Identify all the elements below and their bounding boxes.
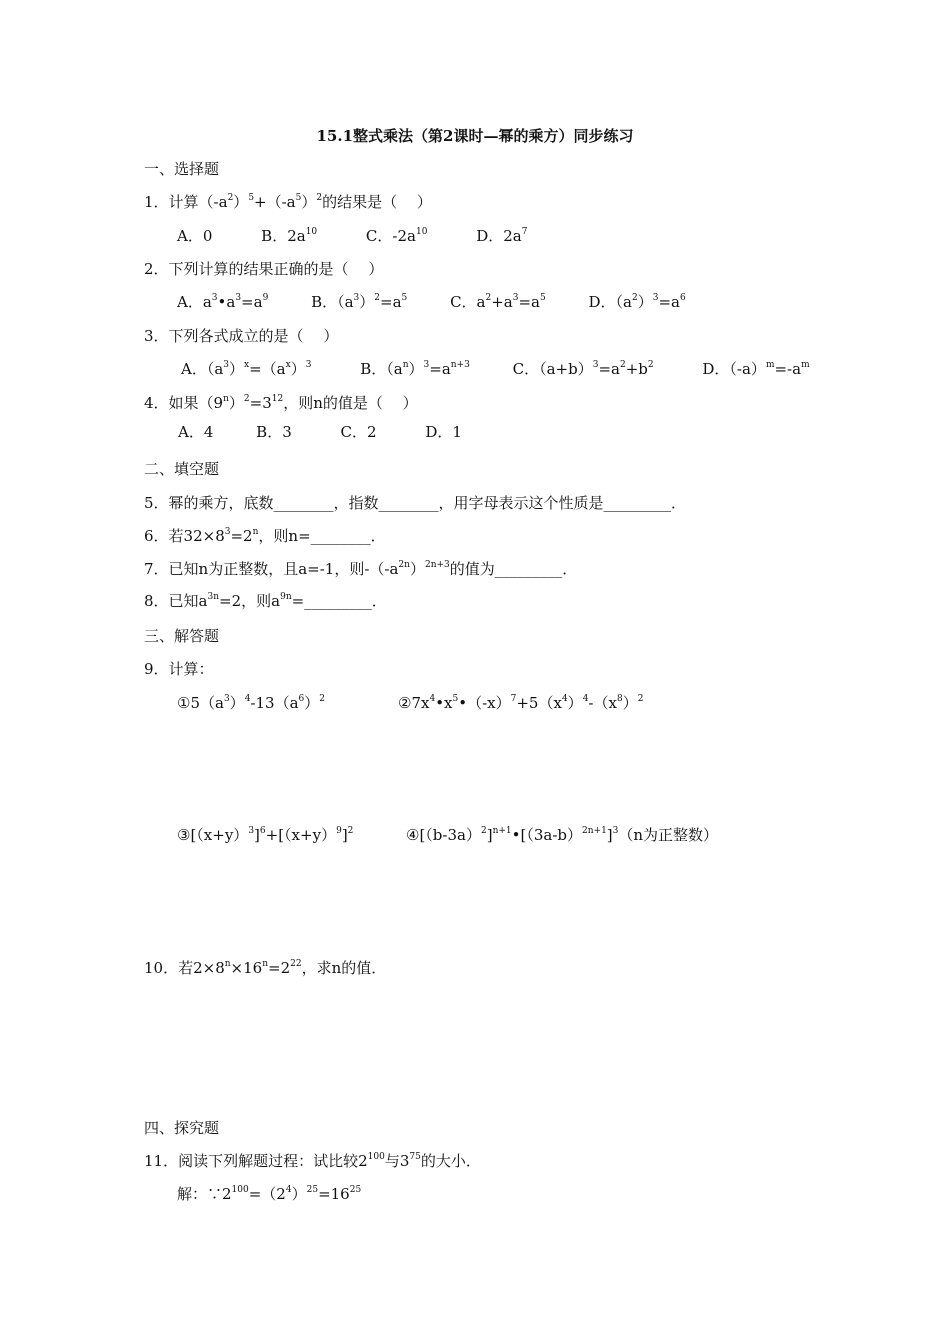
superscript: 6 xyxy=(679,293,686,303)
superscript: 3 xyxy=(512,293,519,303)
text-run: -13（a xyxy=(250,694,299,712)
text-run: =a xyxy=(241,293,263,311)
option-d xyxy=(589,292,686,312)
superscript: 4 xyxy=(561,694,568,704)
section-heading-choice: 一、选择题 xyxy=(144,160,220,178)
text-run: 6．若32×8 xyxy=(144,527,225,545)
text-run: +a xyxy=(491,293,513,311)
superscript: 3 xyxy=(652,293,659,303)
superscript: 6 xyxy=(298,694,305,704)
superscript: 100 xyxy=(367,1152,385,1162)
superscript: 2 xyxy=(243,394,250,404)
text-run: C．（a+b） xyxy=(512,360,593,378)
superscript: x xyxy=(244,360,250,370)
text-run: ） xyxy=(359,293,375,311)
superscript: n xyxy=(223,394,229,404)
superscript: 3 xyxy=(211,293,218,303)
superscript: 3 xyxy=(223,694,230,704)
superscript: 5 xyxy=(539,293,546,303)
superscript: 6 xyxy=(259,826,266,836)
superscript: 10 xyxy=(415,227,428,237)
text-run: 的结果是（ ） xyxy=(322,193,432,211)
text-run: =-a xyxy=(774,360,802,378)
text-run: =a xyxy=(518,293,540,311)
superscript: 10 xyxy=(305,227,318,237)
text-run: C．-2a xyxy=(365,227,416,245)
superscript: 3 xyxy=(235,293,242,303)
superscript: 2 xyxy=(631,293,638,303)
superscript: n xyxy=(224,959,231,969)
text-run: ） xyxy=(229,694,245,712)
text-run: ） xyxy=(567,694,583,712)
option-a xyxy=(177,292,268,312)
superscript: 2 xyxy=(316,193,323,203)
text-run: ①5（a xyxy=(177,694,224,712)
superscript: 9 xyxy=(262,293,269,303)
question-9-part-1 xyxy=(177,693,325,713)
page-title: 15.1整式乘法（第2课时—幂的乘方）同步练习 xyxy=(316,127,634,145)
superscript: n+3 xyxy=(450,360,470,370)
text-run: =_________． xyxy=(291,592,387,610)
text-run: ③[（x+y） xyxy=(177,826,249,844)
question-5: 5．幂的乘方，底数________，指数________，用字母表示这个性质是_________． xyxy=(144,494,687,512)
text-run: 4．如果（9 xyxy=(144,394,224,412)
question-2-options xyxy=(177,292,686,312)
superscript: 2n xyxy=(398,560,410,570)
superscript: 2 xyxy=(619,360,626,370)
question-1-options xyxy=(177,226,527,246)
question-8 xyxy=(144,591,387,611)
text-run: ] xyxy=(606,826,613,844)
text-run: C．a xyxy=(450,293,486,311)
superscript: n xyxy=(262,959,268,969)
text-run: 7．已知n为正整数，且a=-1，则-（-a xyxy=(144,560,399,578)
superscript: 4 xyxy=(429,694,436,704)
superscript: 9n xyxy=(280,592,292,602)
superscript: 7 xyxy=(510,694,517,704)
text-run: ] xyxy=(254,826,260,844)
text-run: ] xyxy=(486,826,493,844)
superscript: n xyxy=(252,527,259,537)
superscript: 3 xyxy=(423,360,430,370)
superscript: 4 xyxy=(582,694,589,704)
question-7 xyxy=(144,559,577,579)
text-run: +5（x xyxy=(516,694,562,712)
superscript: m xyxy=(801,360,810,370)
superscript: 5 xyxy=(295,193,302,203)
text-run: =16 xyxy=(318,1185,350,1203)
text-run: D．2a xyxy=(476,227,522,245)
text-run: ] xyxy=(341,826,348,844)
superscript: 3 xyxy=(592,360,599,370)
text-run: A．a xyxy=(177,293,212,311)
section-heading-explore: 四、探究题 xyxy=(144,1119,220,1137)
text-run: ②7x xyxy=(398,694,430,712)
text-run: +（-a xyxy=(254,193,296,211)
text-run: 10．若2×8 xyxy=(144,959,225,977)
text-run: •x xyxy=(435,694,453,712)
option-b xyxy=(311,292,407,312)
superscript: 3 xyxy=(353,293,360,303)
text-run: ） xyxy=(301,193,317,211)
superscript: 2 xyxy=(374,293,381,303)
text-run: =a xyxy=(658,293,680,311)
text-run: =（a xyxy=(249,360,286,378)
text-run: =a xyxy=(380,293,402,311)
section-heading-solve: 三、解答题 xyxy=(144,627,220,645)
text-run: ，则n的值是（ ） xyxy=(283,394,418,412)
text-run: ） xyxy=(229,360,245,378)
text-run: B．（a xyxy=(311,293,354,311)
text-run: ，求n的值． xyxy=(301,959,387,977)
option-d xyxy=(702,359,809,379)
text-run: ） xyxy=(304,694,320,712)
option-d xyxy=(476,226,527,246)
superscript: 75 xyxy=(409,1152,421,1162)
text-run: ） xyxy=(290,360,306,378)
question-11 xyxy=(144,1151,481,1171)
text-run: 解：∵2 xyxy=(177,1185,232,1203)
superscript: 8 xyxy=(616,694,623,704)
superscript: 4 xyxy=(244,694,251,704)
question-9-part-2 xyxy=(398,693,643,713)
option-c xyxy=(366,226,428,246)
superscript: 2 xyxy=(319,694,326,704)
superscript: 2 xyxy=(227,193,234,203)
superscript: 3 xyxy=(224,527,231,537)
option-a: A．4 xyxy=(178,423,214,441)
text-run: =（2 xyxy=(248,1185,286,1203)
question-1 xyxy=(144,192,432,212)
superscript: n+1 xyxy=(492,826,512,836)
option-d: D．1 xyxy=(425,423,462,441)
question-9: 9．计算： xyxy=(144,660,214,678)
option-a: A．0 xyxy=(177,227,213,245)
superscript: 22 xyxy=(290,959,302,969)
option-c xyxy=(513,359,654,379)
superscript: 2 xyxy=(647,360,654,370)
text-run: =3 xyxy=(249,394,272,412)
text-run: ） xyxy=(408,360,424,378)
superscript: 12 xyxy=(271,394,284,404)
text-run: ） xyxy=(233,193,249,211)
text-run: =2，则a xyxy=(219,592,281,610)
option-b: B．3 xyxy=(256,423,292,441)
text-run: D．（-a） xyxy=(702,360,766,378)
superscript: 100 xyxy=(231,1185,249,1195)
question-9-part-3 xyxy=(177,825,353,845)
superscript: m xyxy=(765,360,775,370)
superscript: 3 xyxy=(223,360,230,370)
superscript: 25 xyxy=(306,1185,319,1195)
text-run: ④[（b-3a） xyxy=(406,826,481,844)
text-run: •a xyxy=(217,293,236,311)
superscript: 7 xyxy=(521,227,528,237)
text-run: ） xyxy=(228,394,244,412)
superscript: 2 xyxy=(347,826,354,836)
text-run: =a xyxy=(598,360,620,378)
option-b xyxy=(360,359,470,379)
option-c xyxy=(450,292,546,312)
superscript: 5 xyxy=(401,293,408,303)
text-run: =2 xyxy=(230,527,253,545)
text-run: •[（3a-b） xyxy=(511,826,582,844)
text-run: ） xyxy=(409,560,425,578)
question-3: 3．下列各式成立的是（ ） xyxy=(144,327,339,345)
option-b xyxy=(261,226,317,246)
text-run: 11．阅读下列解题过程：试比较2 xyxy=(144,1152,368,1170)
text-run: +b xyxy=(625,360,648,378)
superscript: 2n+1 xyxy=(582,826,607,836)
superscript: n xyxy=(402,360,409,370)
question-4 xyxy=(144,393,418,413)
superscript: 4 xyxy=(285,1185,292,1195)
superscript: 5 xyxy=(248,193,255,203)
question-11-solution xyxy=(177,1184,361,1204)
superscript: 3 xyxy=(612,826,619,836)
superscript: 2 xyxy=(637,694,644,704)
text-run: ×16 xyxy=(230,959,263,977)
text-run: ） xyxy=(291,1185,307,1203)
option-a xyxy=(181,359,311,379)
text-run: D．（a xyxy=(588,293,632,311)
section-heading-fill: 二、填空题 xyxy=(144,460,220,478)
text-run: ） xyxy=(622,694,638,712)
superscript: 9 xyxy=(336,826,342,836)
superscript: 3 xyxy=(248,826,255,836)
text-run: ，则n=________． xyxy=(258,527,386,545)
question-10 xyxy=(144,958,386,978)
text-run: •（-x） xyxy=(458,694,511,712)
question-9-part-4 xyxy=(406,825,718,845)
superscript: 2n+3 xyxy=(424,560,450,570)
text-run: 与3 xyxy=(384,1152,410,1170)
text-run: B．2a xyxy=(261,227,306,245)
text-run: -（x xyxy=(588,694,617,712)
question-2: 2．下列计算的结果正确的是（ ） xyxy=(144,260,384,278)
superscript: 2 xyxy=(485,293,492,303)
text-run: 的大小． xyxy=(420,1152,481,1170)
superscript: 5 xyxy=(452,694,459,704)
text-run: 的值为_________． xyxy=(449,560,578,578)
text-run: 1．计算（-a xyxy=(144,193,228,211)
text-run: =2 xyxy=(268,959,291,977)
question-4-options xyxy=(178,422,462,442)
superscript: 25 xyxy=(349,1185,362,1195)
text-run: 8．已知a xyxy=(144,592,208,610)
question-3-options xyxy=(181,359,810,379)
superscript: 3n xyxy=(207,592,220,602)
question-6 xyxy=(144,526,386,546)
text-run: A．（a xyxy=(181,360,224,378)
text-run: （n为正整数） xyxy=(618,826,719,844)
option-c: C．2 xyxy=(340,423,377,441)
text-run: B．（a xyxy=(360,360,403,378)
text-run: +[（x+y） xyxy=(265,826,337,844)
superscript: 2 xyxy=(480,826,487,836)
superscript: x xyxy=(285,360,291,370)
text-run: =a xyxy=(429,360,451,378)
superscript: 3 xyxy=(305,360,312,370)
text-run: ） xyxy=(637,293,653,311)
